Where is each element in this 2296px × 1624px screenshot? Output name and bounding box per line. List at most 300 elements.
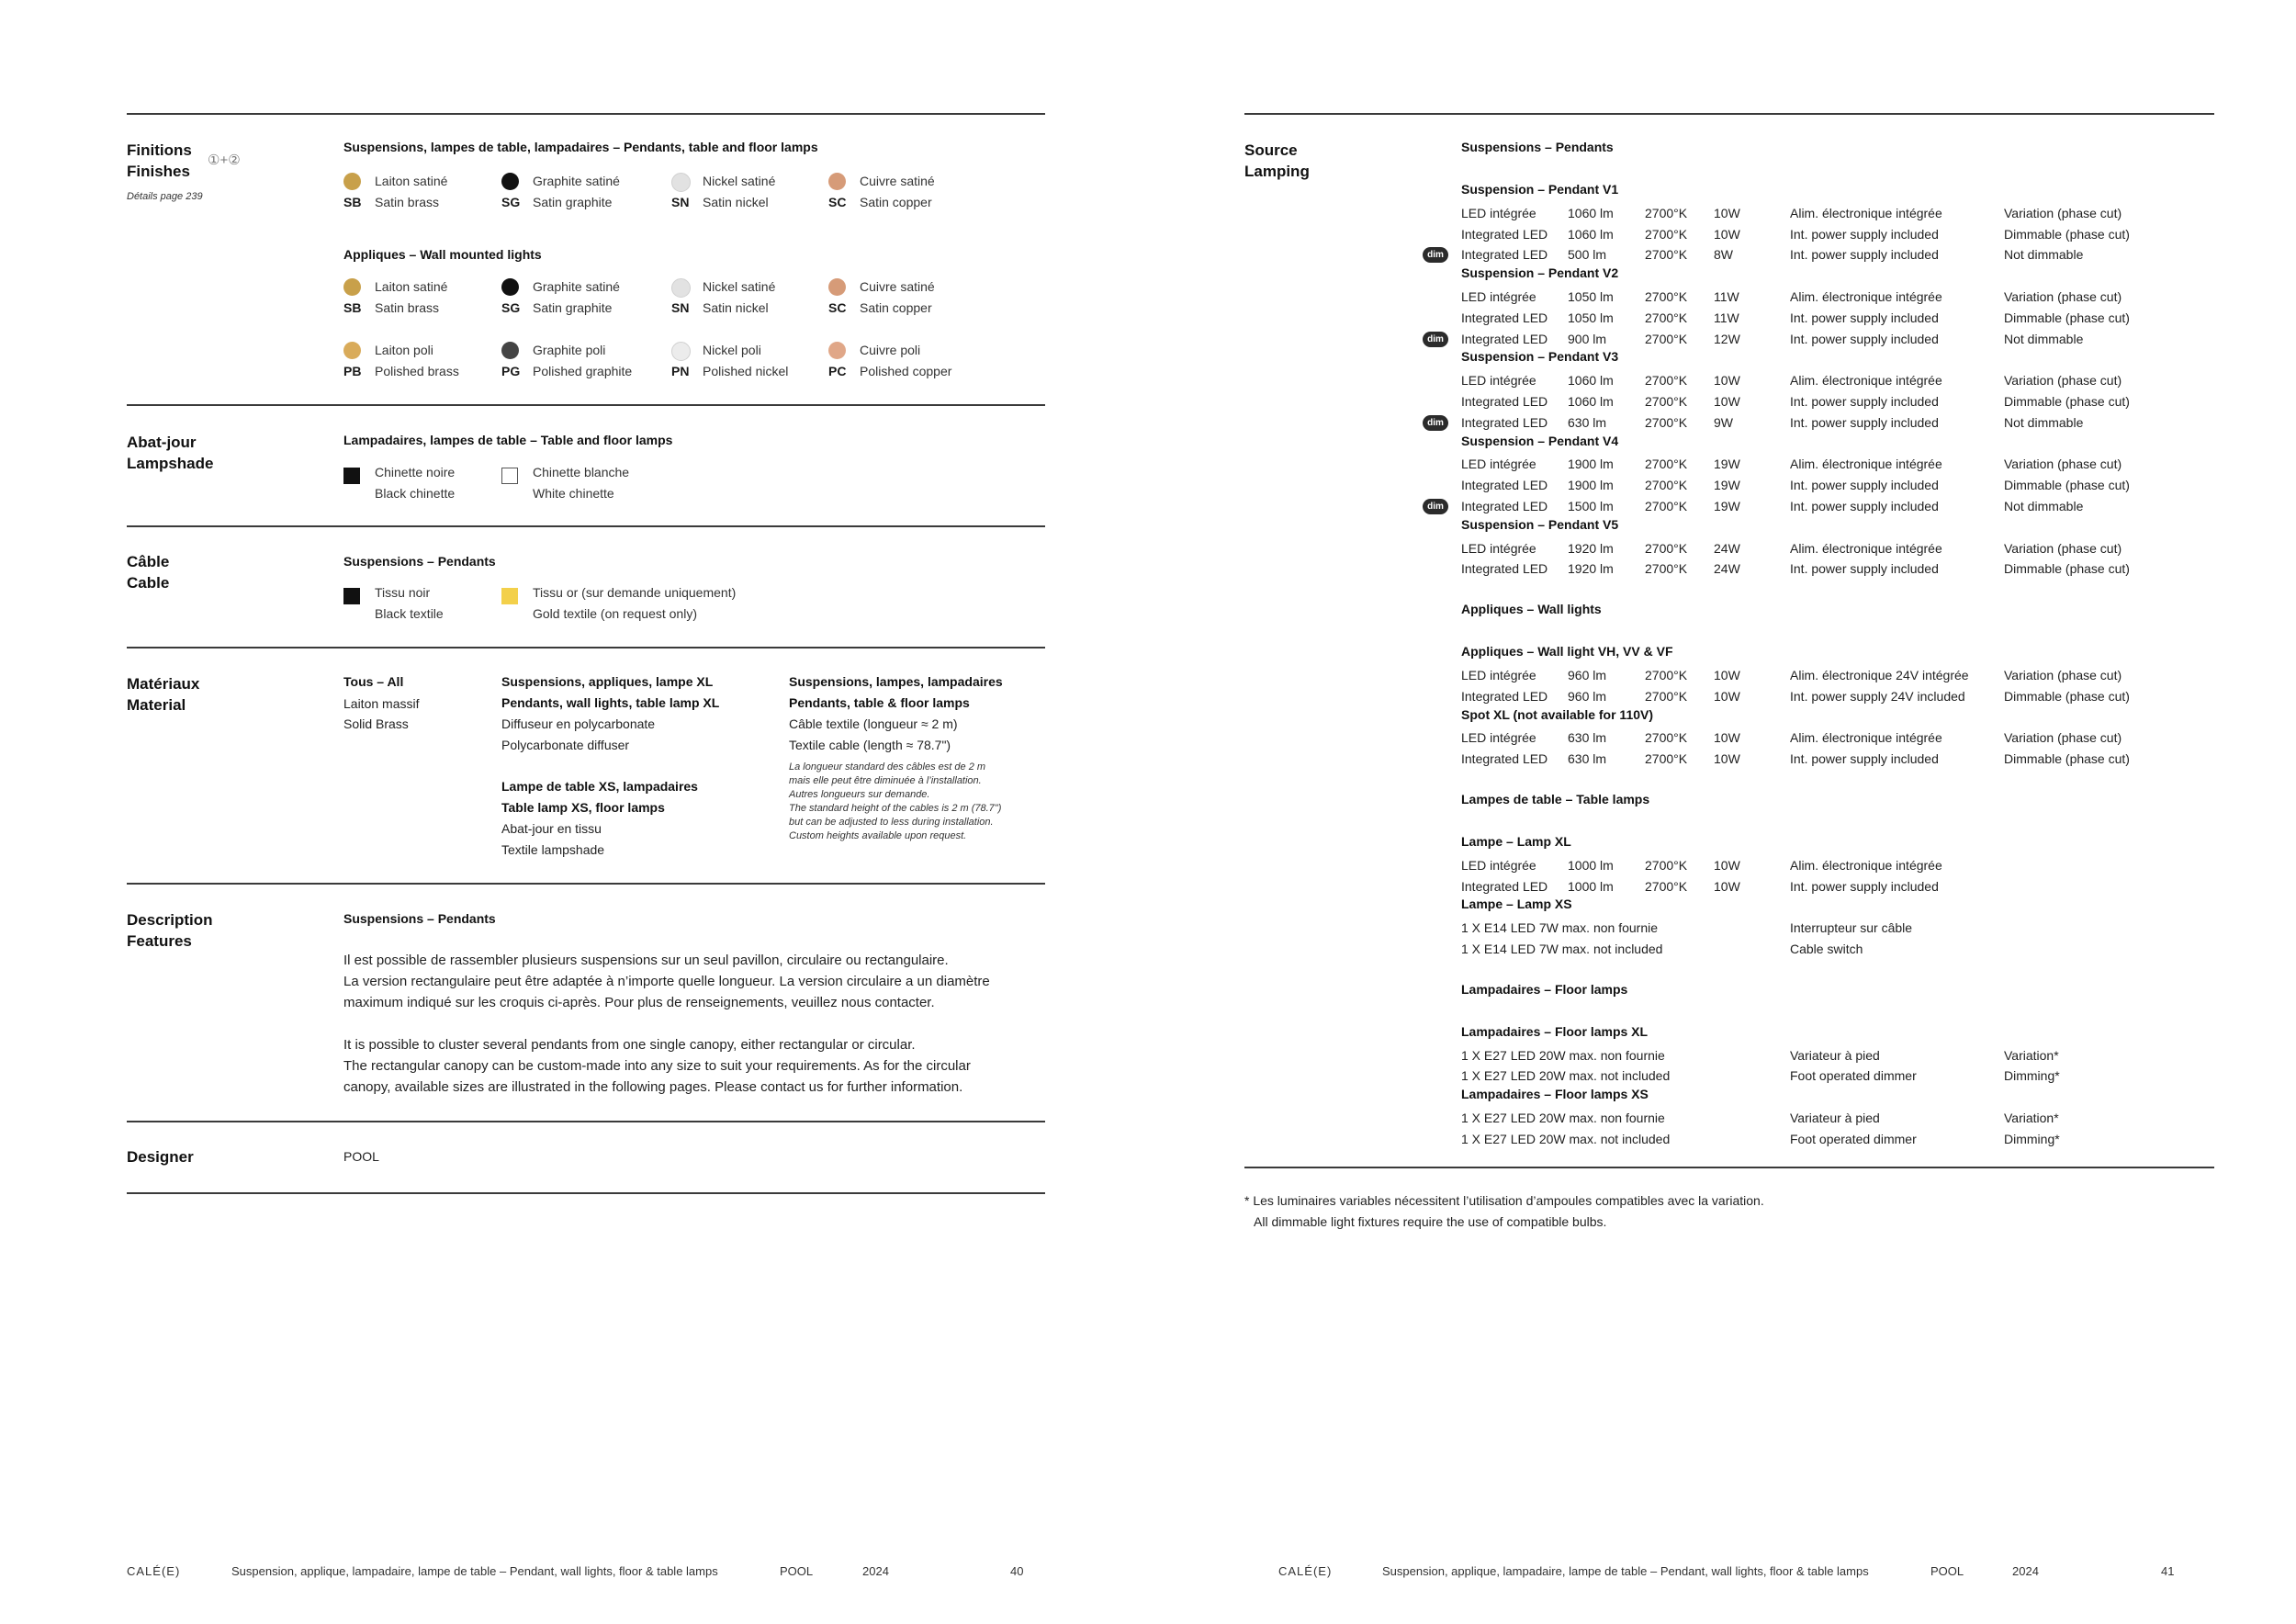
swatch-en: Black chinette: [375, 486, 456, 501]
spec-cell: 10W: [1714, 226, 1740, 242]
spec-row: [1461, 1066, 2288, 1087]
spec-cell: 2700°K: [1645, 878, 1688, 894]
spec-row: [1461, 370, 2288, 391]
features-label-fr: Description: [127, 911, 213, 929]
cable-label-en: Cable: [127, 574, 170, 592]
spec-cell: Integrated LED: [1461, 331, 1548, 346]
finish-code: SB: [343, 300, 362, 315]
spec-row: [1427, 412, 2288, 434]
spec-cell: Alim. électronique intégrée: [1790, 457, 1942, 472]
spec-row: [1427, 496, 2288, 517]
features-label: [127, 909, 213, 952]
finish-name-fr: Nickel satiné: [703, 174, 776, 188]
footer-brand: CALÉ(E): [1278, 1564, 1333, 1578]
finish-name-en: Satin brass: [375, 300, 440, 315]
spec-cell: Variation*: [2004, 1047, 2059, 1063]
spec-cell: 2700°K: [1645, 331, 1688, 346]
material-note-line: Custom heights available upon request.: [789, 830, 967, 841]
cable-item: [501, 582, 737, 625]
features-heading: Suspensions – Pendants: [343, 911, 496, 926]
spec-cell: 10W: [1714, 751, 1740, 767]
group-title: Suspension – Pendant V2: [1461, 265, 1619, 281]
spec-cell: 19W: [1714, 499, 1740, 513]
finish-item: [343, 276, 521, 319]
finish-item: [501, 276, 676, 319]
footer-page-number: 41: [2161, 1564, 2175, 1578]
finish-item: [828, 276, 1003, 319]
spec-cell: Integrated LED: [1461, 878, 1548, 894]
material-line: Laiton massif: [343, 696, 420, 711]
finish-code: SC: [828, 300, 847, 315]
group-title: Lampe – Lamp XL: [1461, 834, 1571, 849]
features-line: La version rectangulaire peut être adaptée à n’importe quelle longueur. La version circulaire a un diamètre: [343, 974, 990, 989]
spec-row: [1461, 665, 2288, 686]
finish-item: [671, 340, 846, 382]
finish-item: [343, 171, 521, 213]
spec-cell: Dimmable (phase cut): [2004, 394, 2130, 409]
material-heading: Pendants, table & floor lamps: [789, 695, 970, 710]
finish-code: PB: [343, 364, 362, 378]
spec-cell: 2700°K: [1645, 857, 1688, 873]
spec-row: [1461, 876, 2288, 897]
spec-cell: LED intégrée: [1461, 668, 1536, 682]
spec-cell: Interrupteur sur câble: [1790, 920, 1913, 936]
non-dimmable-icon: dim: [1423, 499, 1448, 514]
lampshade-label-fr: Abat-jour: [127, 434, 197, 451]
divider: [127, 1192, 1045, 1194]
spec-cell: Integrated LED: [1461, 751, 1548, 767]
material-line: Textile lampshade: [501, 842, 605, 857]
divider: [1244, 1167, 2214, 1168]
floor-heading: Lampadaires – Floor lamps: [1461, 981, 1628, 997]
spec-cell: LED intégrée: [1461, 457, 1536, 472]
spec-cell: Integrated LED: [1461, 478, 1548, 493]
spec-cell: Dimmable (phase cut): [2004, 751, 2130, 767]
non-dimmable-icon: dim: [1423, 247, 1448, 263]
spec-cell: 2700°K: [1645, 730, 1688, 746]
features-line: canopy, available sizes are illustrated in the following pages. Please contact us for further information.: [343, 1079, 963, 1095]
spec-cell: Int. power supply included: [1790, 226, 1939, 242]
spec-cell: 1 X E27 LED 20W max. not included: [1461, 1068, 1671, 1084]
spec-cell: Int. power supply included: [1790, 394, 1939, 409]
spec-row: [1461, 391, 2288, 412]
finish-name-fr: Cuivre satiné: [860, 279, 935, 294]
features-line: Il est possible de rassembler plusieurs suspensions sur un seul pavillon, circulaire ou rectangulaire.: [343, 953, 949, 968]
finish-name-fr: Graphite satiné: [533, 279, 620, 294]
spec-cell: Variation (phase cut): [2004, 373, 2122, 389]
spec-cell: 24W: [1714, 561, 1740, 577]
material-label-fr: Matériaux: [127, 675, 200, 693]
spec-cell: Int. power supply included: [1790, 310, 1939, 325]
material-note-line: The standard height of the cables is 2 m (78.7"): [789, 803, 1002, 814]
finish-name-en: Polished nickel: [703, 364, 789, 378]
non-dimmable-icon: dim: [1423, 415, 1448, 431]
finish-swatch: [343, 173, 361, 190]
spec-cell: Integrated LED: [1461, 226, 1548, 242]
spec-cell: Alim. électronique intégrée: [1790, 289, 1942, 304]
finish-name-en: Satin copper: [860, 300, 932, 315]
spec-row: [1461, 727, 2288, 749]
divider: [127, 647, 1045, 648]
swatch-en: Gold textile (on request only): [533, 606, 697, 621]
features-line: It is possible to cluster several pendants from one single canopy, either rectangular or circular.: [343, 1037, 916, 1053]
finish-swatch: [828, 173, 846, 190]
features-line: maximum indiqué sur les croquis ci-après. Pour plus de renseignements, veuillez nous contacter.: [343, 995, 935, 1010]
spec-row: [1461, 538, 2288, 559]
spec-cell: Dimmable (phase cut): [2004, 226, 2130, 242]
spec-cell: 2700°K: [1645, 247, 1688, 263]
spec-cell: Variation (phase cut): [2004, 457, 2122, 472]
finish-code: SB: [343, 195, 362, 209]
spec-cell: 19W: [1714, 457, 1740, 472]
spec-cell: Int. power supply included: [1790, 561, 1939, 577]
spec-row: [1461, 558, 2288, 580]
spec-cell: 2700°K: [1645, 205, 1688, 220]
swatch-gold: [501, 588, 518, 604]
right-page: [1148, 0, 2296, 1624]
spec-cell: 630 lm: [1568, 414, 1607, 430]
spec-cell: 8W: [1714, 247, 1733, 263]
footer-designer: POOL: [1930, 1564, 1964, 1578]
finish-item: [343, 340, 521, 382]
material-note-line: mais elle peut être diminuée à l’installation.: [789, 775, 982, 786]
spec-cell: LED intégrée: [1461, 289, 1536, 304]
spec-cell: 1920 lm: [1568, 561, 1614, 577]
spec-row: [1461, 1045, 2288, 1066]
spec-row: [1461, 203, 2288, 224]
spec-cell: Int. power supply included: [1790, 499, 1939, 513]
spec-cell: Int. power supply included: [1790, 751, 1939, 767]
swatch-fr: Chinette blanche: [533, 465, 630, 479]
spec-cell: LED intégrée: [1461, 730, 1536, 746]
spec-row: [1461, 454, 2288, 475]
spec-row: [1461, 287, 2288, 308]
spec-cell: 2700°K: [1645, 310, 1688, 325]
cable-item: [343, 582, 518, 625]
finish-name-en: Polished graphite: [533, 364, 633, 378]
spec-cell: 2700°K: [1645, 414, 1688, 430]
finish-item: [671, 276, 846, 319]
finishes-label-fr: Finitions: [127, 141, 192, 159]
finish-item: [501, 171, 676, 213]
finish-name-en: Polished copper: [860, 364, 952, 378]
spec-cell: Int. power supply included: [1790, 878, 1939, 894]
lamping-label-fr: Source: [1244, 141, 1298, 159]
swatch-fr: Chinette noire: [375, 465, 456, 479]
spec-cell: Foot operated dimmer: [1790, 1131, 1917, 1146]
spec-cell: 11W: [1714, 289, 1739, 304]
lampshade-label: [127, 432, 213, 474]
finish-name-en: Satin copper: [860, 195, 932, 209]
footer-desc: Suspension, applique, lampadaire, lampe de table – Pendant, wall lights, floor & table lamps: [1382, 1564, 1869, 1578]
group-title: Lampe – Lamp XS: [1461, 897, 1572, 912]
spec-cell: 1 X E27 LED 20W max. non fournie: [1461, 1047, 1665, 1063]
spec-cell: Not dimmable: [2004, 414, 2084, 430]
spec-cell: 19W: [1714, 478, 1740, 493]
spec-cell: 500 lm: [1568, 247, 1607, 263]
material-line: Diffuseur en polycarbonate: [501, 716, 656, 731]
footnote-line: * Les luminaires variables nécessitent l’utilisation d’ampoules compatibles avec la variation.: [1244, 1193, 1764, 1208]
spec-cell: 11W: [1714, 310, 1739, 325]
spec-cell: 2700°K: [1645, 540, 1688, 556]
spec-cell: Int. power supply included: [1790, 247, 1939, 263]
spec-cell: 1060 lm: [1568, 394, 1614, 409]
finish-name-fr: Laiton satiné: [375, 174, 448, 188]
finish-name-fr: Nickel poli: [703, 343, 761, 357]
finish-swatch: [501, 342, 519, 359]
spec-cell: Alim. électronique intégrée: [1790, 205, 1942, 220]
spec-cell: 1 X E14 LED 7W max. not included: [1461, 942, 1663, 956]
spec-cell: Foot operated dimmer: [1790, 1068, 1917, 1084]
finish-swatch: [828, 342, 846, 359]
finish-swatch: [343, 342, 361, 359]
spec-cell: 10W: [1714, 730, 1740, 746]
spec-cell: 1900 lm: [1568, 478, 1614, 493]
finish-name-fr: Graphite poli: [533, 343, 606, 357]
finish-swatch: [671, 342, 691, 361]
finish-code: PC: [828, 364, 847, 378]
finish-name-en: Satin graphite: [533, 195, 613, 209]
spec-cell: Not dimmable: [2004, 247, 2084, 263]
spec-cell: 10W: [1714, 373, 1740, 389]
material-label: [127, 673, 199, 716]
spec-row: [1461, 686, 2288, 707]
material-heading: Suspensions, appliques, lampe XL: [501, 674, 714, 689]
finish-swatch: [828, 278, 846, 296]
swatch-black: [343, 588, 360, 604]
finish-code: SG: [501, 300, 521, 315]
material-label-en: Material: [127, 696, 186, 714]
finish-code: PG: [501, 364, 521, 378]
material-line: Câble textile (longueur ≈ 2 m): [789, 716, 958, 731]
spec-row: [1461, 475, 2288, 496]
spec-cell: Variateur à pied: [1790, 1111, 1880, 1125]
group-title: Spot XL (not available for 110V): [1461, 706, 1654, 722]
spec-cell: Alim. électronique intégrée: [1790, 373, 1942, 389]
finish-code: SN: [671, 300, 690, 315]
spec-cell: 2700°K: [1645, 373, 1688, 389]
finishes-label-en: Finishes: [127, 163, 190, 180]
material-line: Solid Brass: [343, 716, 409, 731]
spec-cell: Integrated LED: [1461, 414, 1548, 430]
group-title: Appliques – Wall light VH, VV & VF: [1461, 644, 1673, 660]
spec-cell: 1060 lm: [1568, 373, 1614, 389]
spec-cell: 2700°K: [1645, 457, 1688, 472]
material-all-heading: Tous – All: [343, 674, 404, 689]
footer-page-number: 40: [1010, 1564, 1024, 1578]
spec-cell: 1000 lm: [1568, 878, 1614, 894]
group-title: Suspension – Pendant V1: [1461, 182, 1619, 197]
spec-cell: Variation*: [2004, 1111, 2059, 1125]
spec-cell: Not dimmable: [2004, 331, 2084, 346]
spec-cell: 1060 lm: [1568, 226, 1614, 242]
divider: [127, 404, 1045, 406]
spec-cell: 1920 lm: [1568, 540, 1614, 556]
footer-desc: Suspension, applique, lampadaire, lampe de table – Pendant, wall lights, floor & table lamps: [231, 1564, 718, 1578]
spec-cell: 9W: [1714, 414, 1733, 430]
finish-swatch: [501, 278, 519, 296]
spec-row: [1461, 918, 2288, 939]
finish-item: [501, 340, 676, 382]
features-line: The rectangular canopy can be custom-made into any size to suit your requirements. As for the circular: [343, 1058, 971, 1074]
spec-cell: Alim. électronique 24V intégrée: [1790, 668, 1969, 682]
lampshade-label-en: Lampshade: [127, 455, 214, 472]
spec-cell: 10W: [1714, 205, 1740, 220]
spec-row: [1461, 855, 2288, 876]
spec-cell: 960 lm: [1568, 688, 1607, 704]
divider: [127, 113, 1045, 115]
spec-cell: Variation (phase cut): [2004, 289, 2122, 304]
footer-brand: CALÉ(E): [127, 1564, 181, 1578]
spec-cell: Cable switch: [1790, 942, 1863, 956]
material-line: Polycarbonate diffuser: [501, 738, 630, 752]
spec-cell: Variation (phase cut): [2004, 668, 2122, 682]
spec-row: [1461, 308, 2288, 329]
finish-name-fr: Laiton satiné: [375, 279, 448, 294]
finishes-heading-1: Suspensions, lampes de table, lampadaires – Pendants, table and floor lamps: [343, 140, 818, 154]
spec-row: [1461, 1129, 2288, 1150]
group-title: Suspension – Pendant V3: [1461, 349, 1619, 365]
spec-cell: 1 X E27 LED 20W max. not included: [1461, 1131, 1671, 1146]
lampshade-item: [343, 462, 518, 504]
material-note-line: Autres longueurs sur demande.: [789, 789, 930, 800]
group-title: Suspension – Pendant V5: [1461, 516, 1619, 532]
footer-designer: POOL: [780, 1564, 814, 1578]
material-note-line: but can be adjusted to less during installation.: [789, 817, 994, 828]
finish-swatch: [343, 278, 361, 296]
group-title: Suspension – Pendant V4: [1461, 433, 1619, 448]
spec-cell: Integrated LED: [1461, 561, 1548, 577]
spec-cell: Alim. électronique intégrée: [1790, 857, 1942, 873]
material-heading: Lampe de table XS, lampadaires: [501, 779, 698, 794]
wall-heading: Appliques – Wall lights: [1461, 602, 1602, 617]
finish-name-en: Satin graphite: [533, 300, 613, 315]
spec-cell: Integrated LED: [1461, 247, 1548, 263]
non-dimmable-icon: dim: [1423, 332, 1448, 347]
lampshade-item: [501, 462, 676, 504]
spec-cell: 1050 lm: [1568, 289, 1614, 304]
swatch-fr: Tissu or (sur demande uniquement): [533, 585, 737, 600]
cable-heading: Suspensions – Pendants: [343, 554, 496, 569]
spec-cell: 10W: [1714, 394, 1740, 409]
designer-label: Designer: [127, 1148, 194, 1166]
spec-row: [1427, 244, 2288, 265]
finish-code: SN: [671, 195, 690, 209]
finish-swatch: [671, 173, 691, 192]
spec-cell: Integrated LED: [1461, 310, 1548, 325]
lamping-label: [1244, 140, 1310, 182]
spec-cell: Int. power supply included: [1790, 478, 1939, 493]
spec-cell: 2700°K: [1645, 226, 1688, 242]
spec-cell: Variation (phase cut): [2004, 540, 2122, 556]
material-heading: Table lamp XS, floor lamps: [501, 800, 665, 815]
spec-cell: 1050 lm: [1568, 310, 1614, 325]
finish-swatch: [671, 278, 691, 298]
finishes-ref: ①+②: [208, 152, 241, 168]
finish-name-en: Satin nickel: [703, 300, 769, 315]
footnote-line: All dimmable light fixtures require the use of compatible bulbs.: [1254, 1214, 1607, 1229]
finish-item: [671, 171, 846, 213]
spec-cell: 960 lm: [1568, 668, 1607, 682]
lamping-label-en: Lamping: [1244, 163, 1310, 180]
finishes-note: Détails page 239: [127, 191, 203, 202]
finish-swatch: [501, 173, 519, 190]
spec-cell: Integrated LED: [1461, 394, 1548, 409]
spec-cell: 2700°K: [1645, 289, 1688, 304]
finishes-label: [127, 140, 192, 182]
spec-cell: 630 lm: [1568, 730, 1607, 746]
group-title: Lampadaires – Floor lamps XL: [1461, 1023, 1649, 1039]
spec-cell: 2700°K: [1645, 668, 1688, 682]
spec-cell: Dimmable (phase cut): [2004, 478, 2130, 493]
spec-cell: Dimming*: [2004, 1131, 2060, 1146]
spec-cell: 1 X E14 LED 7W max. non fournie: [1461, 920, 1658, 936]
spec-row: [1461, 1108, 2288, 1129]
spec-cell: LED intégrée: [1461, 373, 1536, 389]
spec-cell: 10W: [1714, 857, 1740, 873]
spec-cell: 10W: [1714, 668, 1740, 682]
finish-code: SG: [501, 195, 521, 209]
swatch-en: Black textile: [375, 606, 444, 621]
finish-name-en: Satin brass: [375, 195, 440, 209]
spec-cell: LED intégrée: [1461, 205, 1536, 220]
material-line: Textile cable (length ≈ 78.7"): [789, 738, 951, 752]
divider: [127, 883, 1045, 885]
divider: [127, 1121, 1045, 1122]
spec-cell: 12W: [1714, 331, 1740, 346]
spec-cell: 2700°K: [1645, 751, 1688, 767]
spec-cell: 1060 lm: [1568, 205, 1614, 220]
swatch-white: [501, 468, 518, 484]
spec-cell: Dimming*: [2004, 1068, 2060, 1084]
group-title: Lampadaires – Floor lamps XS: [1461, 1087, 1649, 1102]
material-heading: Suspensions, lampes, lampadaires: [789, 674, 1003, 689]
swatch-en: White chinette: [533, 486, 614, 501]
spec-cell: 24W: [1714, 540, 1740, 556]
spec-cell: 2700°K: [1645, 394, 1688, 409]
spec-cell: Int. power supply included: [1790, 331, 1939, 346]
finish-item: [828, 171, 1003, 213]
spec-cell: Int. power supply included: [1790, 414, 1939, 430]
spec-cell: Dimmable (phase cut): [2004, 561, 2130, 577]
spec-cell: 900 lm: [1568, 331, 1607, 346]
finish-name-en: Polished brass: [375, 364, 459, 378]
spec-cell: 2700°K: [1645, 561, 1688, 577]
designer-value: POOL: [343, 1149, 379, 1164]
spec-cell: Dimmable (phase cut): [2004, 688, 2130, 704]
finish-name-fr: Graphite satiné: [533, 174, 620, 188]
spec-cell: Alim. électronique intégrée: [1790, 540, 1942, 556]
spec-row: [1461, 224, 2288, 245]
finishes-heading-2: Appliques – Wall mounted lights: [343, 247, 542, 262]
footer-year: 2024: [862, 1564, 889, 1578]
swatch-fr: Tissu noir: [375, 585, 431, 600]
spec-cell: 1900 lm: [1568, 457, 1614, 472]
finish-item: [828, 340, 1003, 382]
divider: [127, 525, 1045, 527]
finish-name-fr: Laiton poli: [375, 343, 433, 357]
finish-code: PN: [671, 364, 690, 378]
spec-cell: Integrated LED: [1461, 499, 1548, 513]
finish-name-fr: Cuivre poli: [860, 343, 921, 357]
spec-cell: 1500 lm: [1568, 499, 1614, 513]
finish-name-fr: Cuivre satiné: [860, 174, 935, 188]
footer-year: 2024: [2012, 1564, 2039, 1578]
finish-name-en: Satin nickel: [703, 195, 769, 209]
finish-name-fr: Nickel satiné: [703, 279, 776, 294]
features-label-en: Features: [127, 932, 192, 950]
spec-cell: 10W: [1714, 688, 1740, 704]
